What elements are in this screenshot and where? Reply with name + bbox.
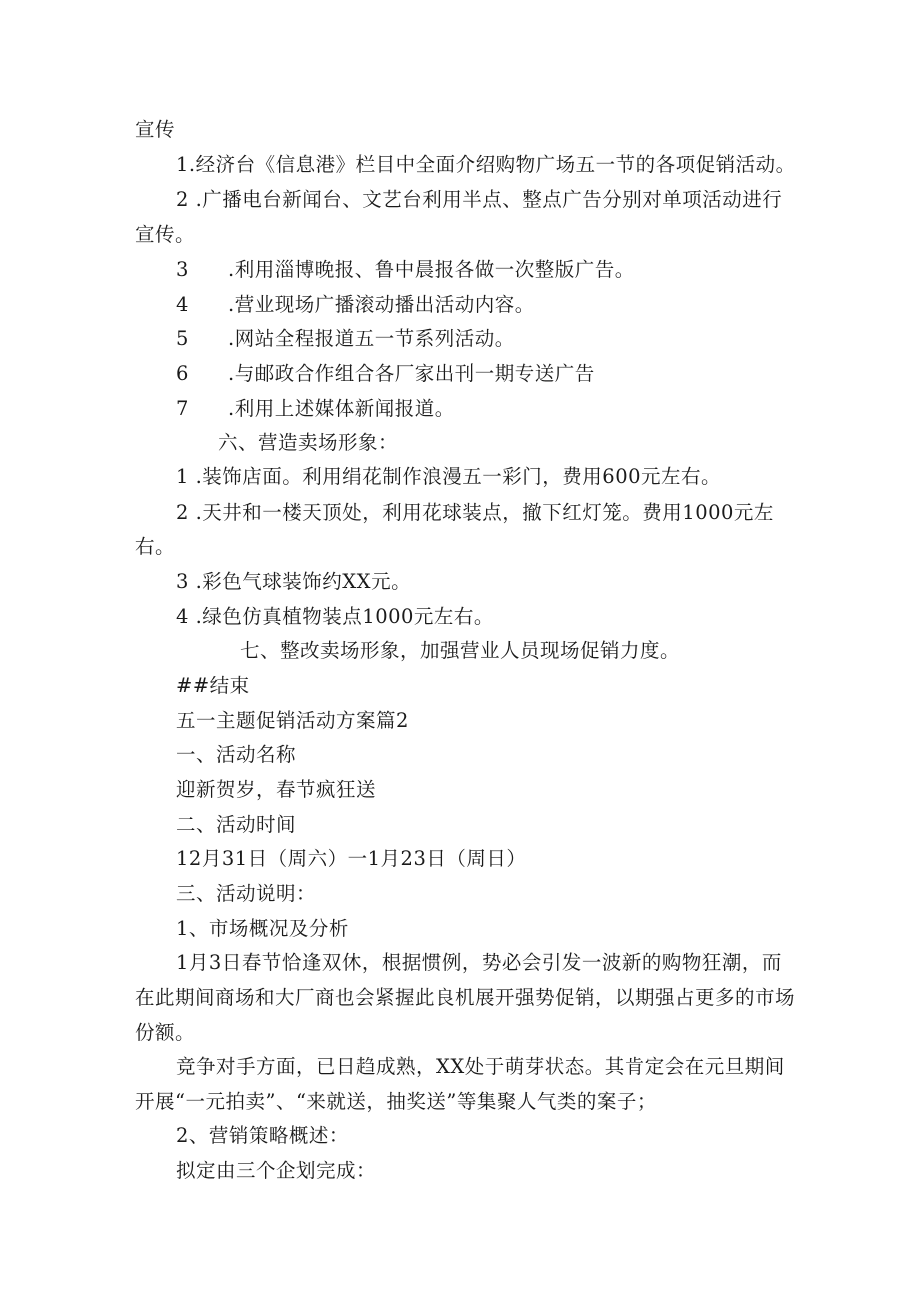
list-item xyxy=(176,360,595,388)
list-number: 4 xyxy=(176,293,189,316)
list-item xyxy=(176,325,515,353)
list-number: 3 xyxy=(176,258,189,281)
section-heading: 二、活动时间 xyxy=(176,813,297,836)
list-item xyxy=(176,395,455,423)
list-number: 5 xyxy=(176,327,189,350)
paragraph-line: 在此期间商场和大厂商也会紧握此良机展开强势促销，以期强占更多的市场 xyxy=(135,986,796,1009)
list-item: 4 .绿色仿真植物装点1000元左右。 xyxy=(176,605,494,628)
list-text: .网站全程报道五一节系列活动。 xyxy=(228,327,515,350)
document-title: 五一主题促销活动方案篇2 xyxy=(176,709,409,732)
sub-heading: 2、营销策略概述： xyxy=(176,1124,349,1147)
paragraph-line: 竞争对手方面，已日趋成熟，XX处于萌芽状态。其肯定会在元旦期间 xyxy=(176,1055,785,1078)
paragraph-line: 份额。 xyxy=(135,1021,196,1044)
text-line: 拟定由三个企划完成： xyxy=(176,1159,377,1182)
list-text: .营业现场广播滚动播出活动内容。 xyxy=(228,293,535,316)
paragraph-line: 开展“一元拍卖”、“来就送，抽奖送”等集聚人气类的案子； xyxy=(135,1090,657,1113)
section-heading: 三、活动说明： xyxy=(176,882,317,905)
list-text: .利用淄博晚报、鲁中晨报各做一次整版广告。 xyxy=(228,258,635,281)
list-item: 1.经济台《信息港》栏目中全面介绍购物广场五一节的各项促销活动。 xyxy=(176,153,796,176)
list-item: 2 .天井和一楼天顶处，利用花球装点，撤下红灯笼。费用1000元左 xyxy=(176,501,774,524)
list-number: 6 xyxy=(176,362,189,385)
text-line: 宣传 xyxy=(135,118,176,141)
list-item xyxy=(176,291,535,319)
list-text: .与邮政合作组合各厂家出刊一期专送广告 xyxy=(228,362,595,385)
text-line: 右。 xyxy=(135,535,176,558)
text-line: ##结束 xyxy=(176,674,250,697)
section-heading: 一、活动名称 xyxy=(176,743,297,766)
list-number: 7 xyxy=(176,397,189,420)
list-text: .利用上述媒体新闻报道。 xyxy=(228,397,455,420)
sub-heading: 1、市场概况及分析 xyxy=(176,917,349,940)
section-heading: 六、营造卖场形象： xyxy=(218,431,399,454)
section-heading: 七、整改卖场形象，加强营业人员现场促销力度。 xyxy=(240,639,681,662)
list-item: 3 .彩色气球装饰约XX元。 xyxy=(176,570,412,593)
text-line: 迎新贺岁，春节疯狂送 xyxy=(176,778,377,801)
text-line: 宣传。 xyxy=(135,223,196,246)
list-item xyxy=(176,256,635,284)
list-item: 1 .装饰店面。利用绢花制作浪漫五一彩门，费用600元左右。 xyxy=(176,465,722,488)
paragraph-line: 1月3日春节恰逢双休，根据惯例，势必会引发一波新的购物狂潮，而 xyxy=(176,951,782,974)
text-line: 12月31日（周六）一1月23日（周日） xyxy=(176,847,527,870)
list-item: 2 .广播电台新闻台、文艺台利用半点、整点广告分别对单项活动进行 xyxy=(176,188,783,211)
